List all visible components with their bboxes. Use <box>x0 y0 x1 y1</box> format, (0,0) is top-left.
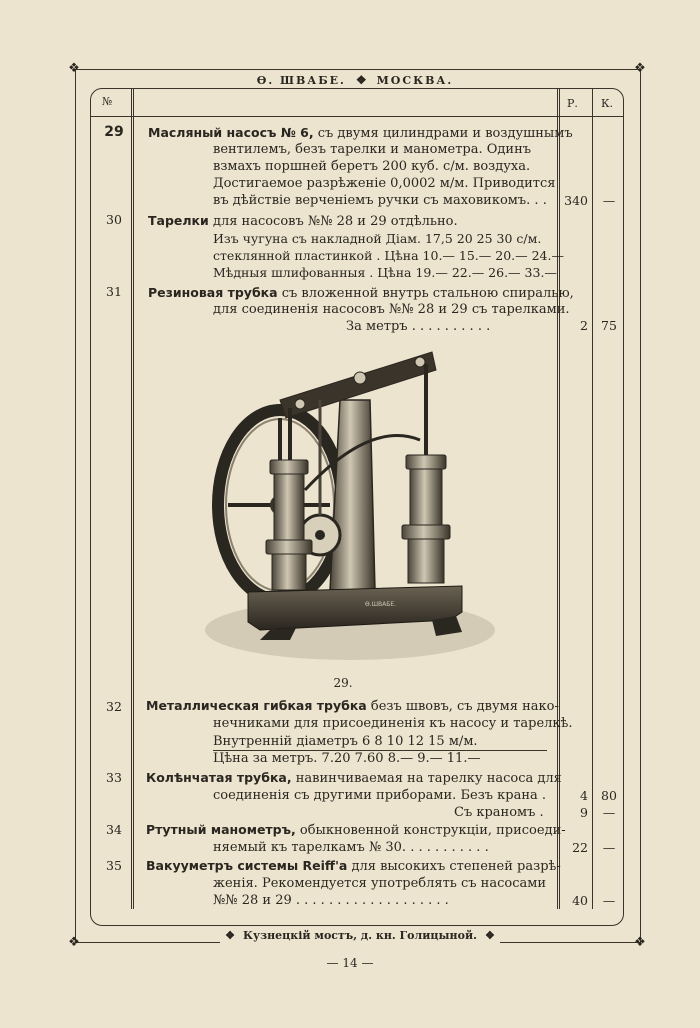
item-title: Металлическая гибкая трубка <box>146 698 367 713</box>
item-line: №№ 28 и 29 . . . . . . . . . . . . . . . . . . . <box>213 893 449 908</box>
footer-address: Кузнецкій мостъ, д. кн. Голицыной. <box>243 928 477 942</box>
item-line: Ртутный манометръ, обыкновенной конструкціи, присоеди- <box>146 822 566 838</box>
item-title: Масляный насосъ № 6, <box>148 125 314 140</box>
item-line: женія. Рекомендуется употреблять съ насосами <box>213 876 547 891</box>
item-line: Цѣна за метръ. 7.20 7.60 8.— 9.— 11.— <box>213 751 481 766</box>
price-kop: — <box>602 893 616 908</box>
plate-text: Ѳ.ШВАБЕ. <box>365 601 397 608</box>
item-line: За метръ . . . . . . . . . . <box>346 319 491 334</box>
header-rule <box>91 116 623 117</box>
item-line: Тарелки для насосовъ №№ 28 и 29 отдѣльно. <box>148 213 458 229</box>
item-number: 30 <box>106 212 122 227</box>
price-rub: 22 <box>572 840 588 855</box>
item-title: Тарелки <box>148 213 209 228</box>
price-kop: 80 <box>601 788 617 803</box>
item-title: Ртутный манометръ, <box>146 822 296 837</box>
item-title: Колѣнчатая трубка, <box>146 770 292 785</box>
item-line: нечниками для присоединенія къ насосу и тарелкѣ. <box>213 716 573 731</box>
price-kop: — <box>602 840 616 855</box>
vacuum-pump-illustration <box>200 340 500 670</box>
item-number: 35 <box>106 858 122 873</box>
item-title: Вакууметръ системы Reiff'a <box>146 858 348 873</box>
corner-ornament-icon: ❖ <box>68 61 80 76</box>
page-footer <box>220 927 500 943</box>
item-line: въ дѣйствіе верченіемъ ручки съ маховикомъ. . . <box>213 193 547 208</box>
price-rub: 9 <box>580 805 588 820</box>
header-left: Ѳ. ШВАБЕ. <box>256 73 346 87</box>
page-number: — 14 — <box>326 956 374 970</box>
header-right: МОСКВА. <box>376 73 454 87</box>
footer-ornament-icon: ❖ <box>484 928 495 942</box>
price-kop: 75 <box>601 318 617 333</box>
corner-ornament-icon: ❖ <box>68 935 80 950</box>
price-kop: — <box>602 805 616 820</box>
item-line: соединенія съ другими приборами. Безъ крана . <box>213 788 547 803</box>
item-title: Резиновая трубка <box>148 285 278 300</box>
item-line: Вакууметръ системы Reiff'a для высокихъ степеней разрѣ- <box>146 858 561 874</box>
header-ornament-icon: ❖ <box>355 73 367 87</box>
item-number: 33 <box>106 770 122 785</box>
column-header-rub: Р. <box>567 97 578 110</box>
corner-ornament-icon: ❖ <box>634 935 646 950</box>
item-number: 29 <box>104 124 124 140</box>
column-header-kop: К. <box>601 97 614 110</box>
item-line: Изъ чугуна съ накладной Діам. 17,5 20 25 30 с/м. <box>213 231 542 246</box>
price-rub: 4 <box>580 788 588 803</box>
item-line: Резиновая трубка съ вложенной внутрь стальною спиралью, <box>148 285 574 301</box>
item-number: 34 <box>106 822 122 837</box>
item-line: вентилемъ, безъ тарелки и манометра. Одинъ <box>213 142 532 157</box>
item-line: Металлическая гибкая трубка безъ швовъ, съ двумя нако- <box>146 698 559 714</box>
item-number: 32 <box>106 699 122 714</box>
item-line: Внутренній діаметръ 6 8 10 12 15 м/м. <box>213 734 478 749</box>
item-line: Достигаемое разрѣженіе 0,0002 м/м. Приводится <box>213 176 556 191</box>
corner-ornament-icon: ❖ <box>634 61 646 76</box>
page-header <box>230 72 480 88</box>
item-line: Колѣнчатая трубка, навинчиваемая на тарелку насоса для <box>146 770 562 786</box>
item-line: Съ краномъ . <box>454 805 544 820</box>
kop-column-rule <box>592 89 593 909</box>
item-line: Мѣдныя шлифованныя . Цѣна 19.— 22.— 26.— 33.— <box>213 265 557 280</box>
figure-caption: 29. <box>333 676 353 690</box>
price-rub: 2 <box>580 318 588 333</box>
price-rub: 340 <box>564 193 588 208</box>
item-line: няемый къ тарелкамъ № 30. . . . . . . . . . . <box>213 840 489 855</box>
column-header-number: № <box>102 95 113 108</box>
item-number: 31 <box>106 284 122 299</box>
item-line: взмахъ поршней беретъ 200 куб. с/м. воздуха. <box>213 159 531 174</box>
number-column-rule <box>133 89 134 909</box>
price-rub: 40 <box>572 893 588 908</box>
item-line: стеклянной пластинкой . Цѣна 10.— 15.— 20.— 24.— <box>213 248 564 263</box>
footer-ornament-icon: ❖ <box>225 928 236 942</box>
item-line: Масляный насосъ № 6, съ двумя цилиндрами и воздушнымъ <box>148 125 573 141</box>
price-kop: — <box>602 193 616 208</box>
item-line: для соединенія насосовъ №№ 28 и 29 съ тарелками. <box>213 302 570 317</box>
